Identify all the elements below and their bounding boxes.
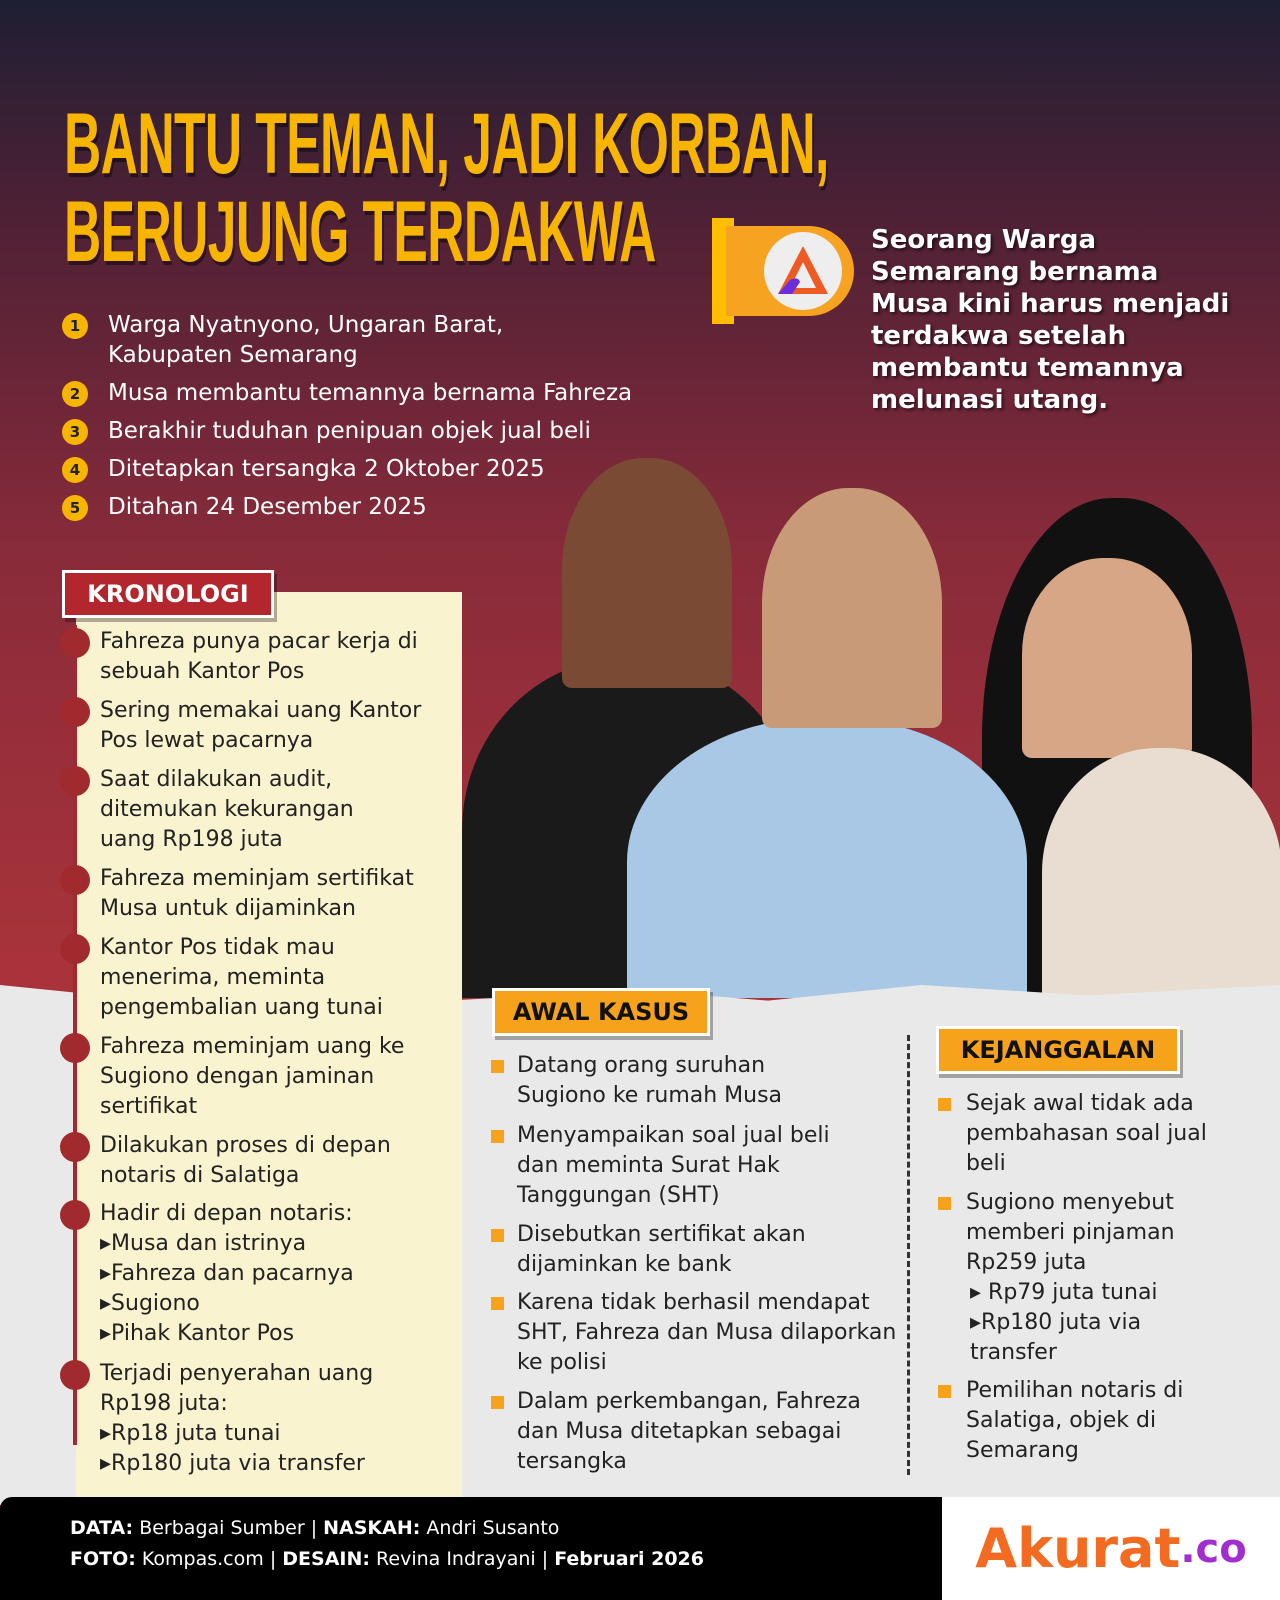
bullet-icon xyxy=(938,1098,951,1111)
column-divider xyxy=(907,1035,910,1475)
awal-item: Karena tidak berhasil mendapat SHT, Fahreza dan Musa dilaporkan ke polisi xyxy=(517,1290,897,1375)
credit-label: NASKAH: xyxy=(323,1517,421,1539)
publish-date: Februari 2026 xyxy=(554,1548,704,1570)
sub-item: ▸Pihak Kantor Pos xyxy=(100,1321,295,1346)
fact-text: Ditahan 24 Desember 2025 xyxy=(108,494,427,520)
sub-item: ▸ Rp79 juta tunai xyxy=(970,1280,1158,1305)
bullet-icon xyxy=(491,1130,504,1143)
sub-item: ▸Rp180 juta via transfer xyxy=(100,1451,365,1476)
timeline-dot xyxy=(60,697,90,727)
bullet-icon xyxy=(938,1385,951,1398)
number-badge: 1 xyxy=(62,313,88,339)
timeline-dot xyxy=(60,1033,90,1063)
logo-main: Akurat xyxy=(975,1517,1181,1580)
sub-item: ▸Rp180 juta via transfer xyxy=(970,1310,1142,1365)
number-badge: 5 xyxy=(62,495,88,521)
sub-item: ▸Musa dan istrinya xyxy=(100,1231,307,1256)
credit-label: FOTO: xyxy=(70,1548,136,1570)
timeline-dot xyxy=(60,1200,90,1230)
kronologi-item: Saat dilakukan audit, ditemukan kekurangan uang Rp198 juta xyxy=(100,767,354,852)
kronologi-item: Kantor Pos tidak mau menerima, meminta pengembalian uang tunai xyxy=(100,935,383,1020)
akurat-logo xyxy=(942,1497,1280,1600)
kronologi-item: Dilakukan proses di depan notaris di Salatiga xyxy=(100,1133,391,1188)
awal-item: Menyampaikan soal jual beli dan meminta Surat Hak Tanggungan (SHT) xyxy=(517,1123,830,1208)
credit-value: Kompas.com xyxy=(141,1548,264,1570)
bullet-icon xyxy=(491,1060,504,1073)
fact-text: Musa membantu temannya bernama Fahreza xyxy=(108,380,633,406)
credits-footer xyxy=(0,1497,942,1600)
people-photo xyxy=(462,458,1280,998)
awal-kasus-label: AWAL KASUS xyxy=(492,988,710,1036)
credit-value: Berbagai Sumber xyxy=(139,1517,305,1539)
timeline-dot xyxy=(60,934,90,964)
awal-item: Datang orang suruhan Sugiono ke rumah Musa xyxy=(517,1053,783,1108)
credit-value: Andri Susanto xyxy=(426,1517,560,1539)
headline-line-2: BERUJUNG TERDAKWA xyxy=(64,184,656,280)
fact-text: Ditetapkan tersangka 2 Oktober 2025 xyxy=(108,456,545,482)
sub-item: ▸Rp18 juta tunai xyxy=(100,1421,281,1446)
kronologi-label: KRONOLOGI xyxy=(62,570,274,618)
timeline-dot xyxy=(60,1360,90,1390)
number-badge: 2 xyxy=(62,381,88,407)
bullet-icon xyxy=(491,1297,504,1310)
sub-item: ▸Fahreza dan pacarnya xyxy=(100,1261,354,1286)
kronologi-item xyxy=(100,1199,460,1349)
bullet-icon xyxy=(938,1197,951,1210)
kronologi-item: Sering memakai uang Kantor Pos lewat pacarnya xyxy=(100,698,422,753)
kronologi-item xyxy=(100,1359,460,1479)
kejanggalan-item xyxy=(966,1188,1206,1368)
awal-item: Disebutkan sertifikat akan dijaminkan ke bank xyxy=(517,1222,806,1277)
credit-label: DATA: xyxy=(70,1517,134,1539)
timeline-dot xyxy=(60,865,90,895)
kejanggalan-item: Sejak awal tidak ada pembahasan soal jual beli xyxy=(966,1091,1207,1176)
kronologi-item: Fahreza meminjam sertifikat Musa untuk dijaminkan xyxy=(100,866,414,921)
awal-item: Dalam perkembangan, Fahreza dan Musa ditetapkan sebagai tersangka xyxy=(517,1389,861,1474)
kejanggalan-item: Pemilihan notaris di Salatiga, objek di Semarang xyxy=(966,1378,1184,1463)
kronologi-item: Fahreza meminjam uang ke Sugiono dengan jaminan sertifikat xyxy=(100,1034,405,1119)
credit-value: Revina Indrayani xyxy=(376,1548,536,1570)
kejanggalan-label: KEJANGGALAN xyxy=(936,1026,1180,1074)
timeline-dot xyxy=(60,1132,90,1162)
headline xyxy=(64,96,829,280)
fact-item xyxy=(62,310,662,370)
credit-label: DESAIN: xyxy=(282,1548,370,1570)
logo-tld: .co xyxy=(1180,1525,1247,1572)
bullet-icon xyxy=(491,1396,504,1409)
kronologi-text: Terjadi penyerahan uang Rp198 juta: xyxy=(100,1361,374,1416)
timeline-dot xyxy=(60,628,90,658)
fact-item xyxy=(62,378,662,408)
fact-item xyxy=(62,416,662,446)
separator: | xyxy=(541,1548,549,1570)
bullet-icon xyxy=(491,1229,504,1242)
number-badge: 4 xyxy=(62,457,88,483)
fact-text: Warga Nyatnyono, Ungaran Barat, Kabupaten Semarang xyxy=(108,312,504,368)
sub-item: ▸Sugiono xyxy=(100,1291,200,1316)
kejanggalan-text: Sugiono menyebut memberi pinjaman Rp259 juta xyxy=(966,1190,1175,1275)
kronologi-item: Fahreza punya pacar kerja di sebuah Kantor Pos xyxy=(100,629,418,684)
separator: | xyxy=(269,1548,277,1570)
number-badge: 3 xyxy=(62,419,88,445)
kronologi-text: Hadir di depan notaris: xyxy=(100,1201,353,1226)
separator: | xyxy=(310,1517,318,1539)
summary-text: Seorang Warga Semarang bernama Musa kini harus menjadi terdakwa setelah membantu temannya melunasi utang. xyxy=(871,225,1230,415)
headline-line-1: BANTU TEMAN, JADI KORBAN, xyxy=(64,96,829,192)
fact-text: Berakhir tuduhan penipuan objek jual beli xyxy=(108,418,591,444)
timeline-dot xyxy=(60,766,90,796)
